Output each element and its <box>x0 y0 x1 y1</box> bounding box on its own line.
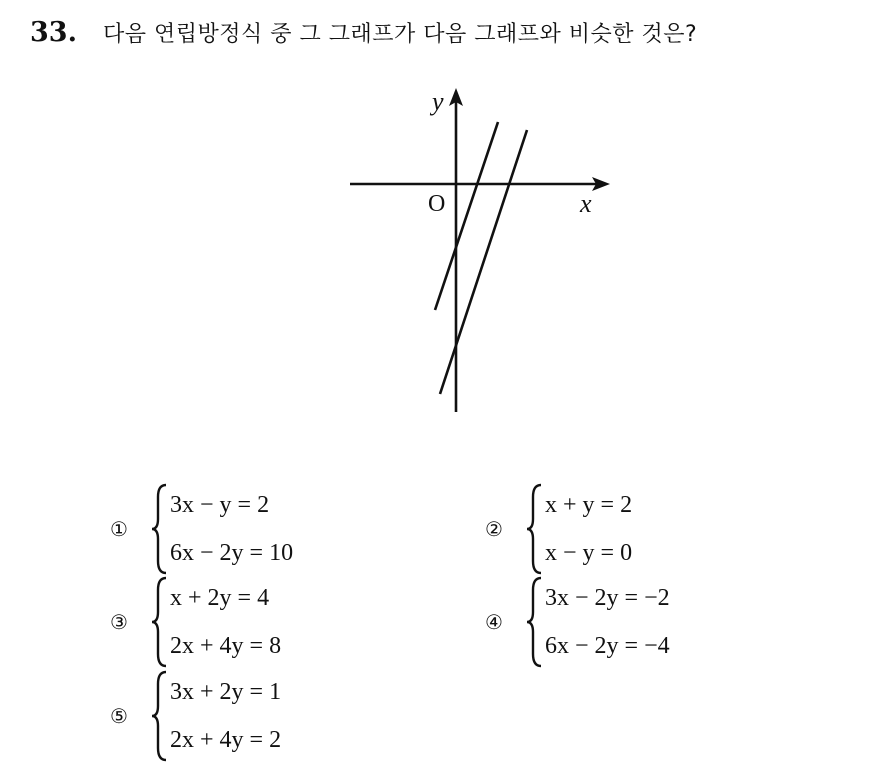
equation-2: 6x − 2y = 10 <box>170 540 294 566</box>
brace-icon <box>525 576 543 668</box>
equation-system <box>170 582 281 662</box>
equation-1: x + y = 2 <box>545 492 633 518</box>
question-number: 33. <box>30 16 77 48</box>
equation-1: x + 2y = 4 <box>170 585 270 611</box>
y-axis-label: y <box>432 87 444 116</box>
choice-number: ⑤ <box>110 704 128 728</box>
brace-icon <box>150 483 168 575</box>
choice-number: ① <box>110 517 128 541</box>
line-graph <box>340 80 630 420</box>
equation-2: x − y = 0 <box>545 540 633 566</box>
equation-1: 3x − y = 2 <box>170 492 270 518</box>
graph-line-2 <box>440 130 527 394</box>
question-header <box>30 12 697 52</box>
origin-label: O <box>428 191 446 217</box>
question-text: 다음 연립방정식 중 그 그래프가 다음 그래프와 비슷한 것은? <box>102 21 698 47</box>
choice-4[interactable] <box>485 576 670 668</box>
choice-number: ③ <box>110 610 128 634</box>
equation-system <box>545 489 632 569</box>
brace-icon <box>525 483 543 575</box>
choice-3[interactable] <box>110 576 281 668</box>
equation-2: 6x − 2y = −4 <box>545 633 670 659</box>
choice-5[interactable] <box>110 670 281 762</box>
brace-icon <box>150 670 168 762</box>
equation-1: 3x + 2y = 1 <box>170 679 282 705</box>
choice-2[interactable] <box>485 483 632 575</box>
equation-system <box>170 676 281 756</box>
equation-1: 3x − 2y = −2 <box>545 585 670 611</box>
equation-system <box>545 582 670 662</box>
equation-system <box>170 489 293 569</box>
choice-number: ② <box>485 517 503 541</box>
x-axis-label: x <box>580 189 592 218</box>
equation-2: 2x + 4y = 2 <box>170 727 282 753</box>
choice-1[interactable] <box>110 483 293 575</box>
choice-number: ④ <box>485 610 503 634</box>
brace-icon <box>150 576 168 668</box>
equation-2: 2x + 4y = 8 <box>170 633 282 659</box>
